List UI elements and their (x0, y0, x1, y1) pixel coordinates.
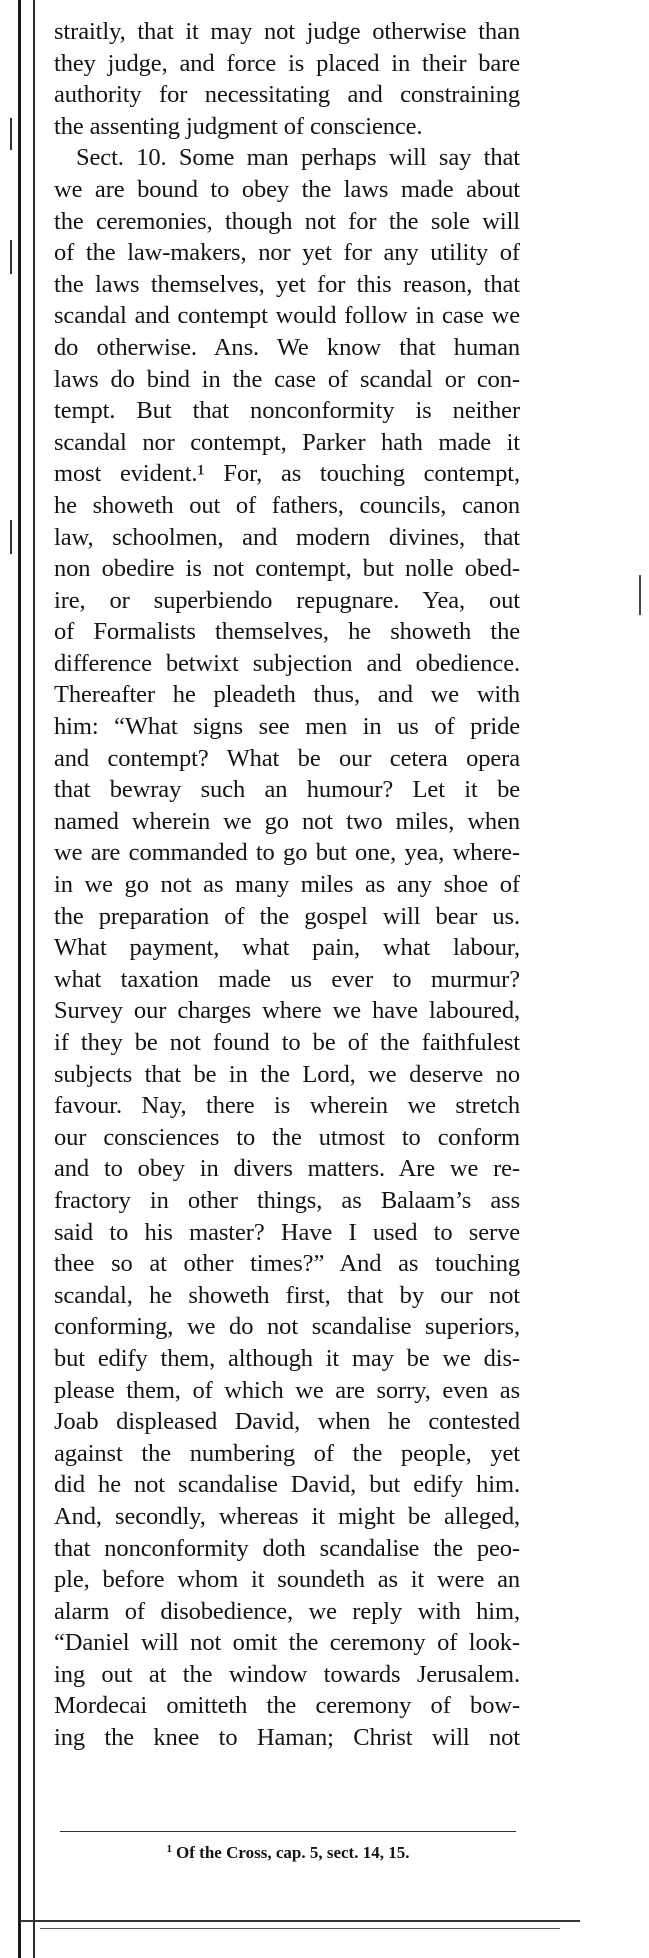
text-line: of Formalists themselves, he showeth the (54, 618, 520, 646)
text-line: difference betwixt subjection and obedience. (54, 649, 520, 677)
footnote-text: Of the Cross, cap. 5, sect. 14, 15. (176, 1843, 410, 1862)
text-line: our consciences to the utmost to conform (54, 1123, 520, 1151)
text-line: the ceremonies, though not for the sole will (54, 207, 520, 235)
page-body (54, 16, 520, 1754)
footnote-marker: 1 (166, 1843, 173, 1855)
text-line: subjects that be in the Lord, we deserve no (54, 1060, 520, 1088)
margin-mark (10, 240, 12, 274)
text-line: ing the knee to Haman; Christ will not (54, 1724, 520, 1752)
text-line: please them, of which we are sorry, even as (54, 1376, 520, 1404)
text-line: and to obey in divers matters. Are we re- (54, 1155, 520, 1183)
text-line: we are bound to obey the laws made about (54, 175, 520, 203)
margin-mark (10, 118, 12, 150)
text-line: “Daniel will not omit the ceremony of look- (54, 1629, 520, 1657)
text-line: scandal and contempt would follow in case we (54, 302, 520, 330)
bottom-rule (40, 1928, 560, 1929)
text-line: Thereafter he pleadeth thus, and we with (54, 681, 520, 709)
text-line: the laws themselves, yet for this reason, that (54, 270, 520, 298)
text-line: ing out at the window towards Jerusalem. (54, 1660, 520, 1688)
text-line: named wherein we go not two miles, when (54, 807, 520, 835)
text-line: laws do bind in the case of scandal or con- (54, 365, 520, 393)
text-line: authority for necessitating and constraining (54, 81, 520, 109)
text-line: said to his master? Have I used to serve (54, 1218, 520, 1246)
text-line: most evident.¹ For, as touching contempt, (54, 460, 520, 488)
text-line: that nonconformity doth scandalise the peo- (54, 1534, 520, 1562)
text-line: he showeth out of fathers, councils, canon (54, 491, 520, 519)
text-line: do otherwise. Ans. We know that human (54, 333, 520, 361)
left-column-rule (33, 0, 35, 1958)
text-line: tempt. But that nonconformity is neither (54, 397, 520, 425)
text-line: non obedire is not contempt, but nolle obed- (54, 555, 520, 583)
text-line: law, schoolmen, and modern divines, that (54, 523, 520, 551)
text-line: fractory in other things, as Balaam’s ass (54, 1186, 520, 1214)
text-line: Survey our charges where we have laboured, (54, 997, 520, 1025)
margin-mark (639, 575, 641, 615)
text-line: against the numbering of the people, yet (54, 1439, 520, 1467)
text-line: in we go not as many miles as any shoe of (54, 871, 520, 899)
text-line: conforming, we do not scandalise superiors, (54, 1313, 520, 1341)
text-line: ple, before whom it soundeth as it were an (54, 1566, 520, 1594)
footnote-divider (60, 1831, 516, 1832)
text-line: him: “What signs see men in us of pride (54, 713, 520, 741)
text-line: the preparation of the gospel will bear us. (54, 902, 520, 930)
margin-mark (10, 520, 12, 554)
text-line: What payment, what pain, what labour, (54, 934, 520, 962)
text-line: thee so at other times?” And as touching (54, 1250, 520, 1278)
text-line: alarm of disobedience, we reply with him, (54, 1597, 520, 1625)
text-line: that bewray such an humour? Let it be (54, 776, 520, 804)
text-line: we are commanded to go but one, yea, where- (54, 839, 520, 867)
text-line: favour. Nay, there is wherein we stretch (54, 1092, 520, 1120)
text-line: but edify them, although it may be we dis- (54, 1344, 520, 1372)
bottom-rule (20, 1920, 580, 1922)
footnote (60, 1843, 516, 1863)
text-line: did he not scandalise David, but edify him. (54, 1471, 520, 1499)
text-line: Mordecai omitteth the ceremony of bow- (54, 1692, 520, 1720)
text-line: if they be not found to be of the faithfulest (54, 1029, 520, 1056)
text-line: the assenting judgment of conscience. (54, 112, 423, 140)
text-line: And, secondly, whereas it might be alleged, (54, 1502, 520, 1530)
text-line: and contempt? What be our cetera opera (54, 744, 520, 772)
text-line: what taxation made us ever to murmur? (54, 965, 520, 993)
section-heading-line: Sect. 10. Some man perhaps will say that (76, 144, 520, 172)
text-line: scandal, he showeth first, that by our not (54, 1281, 520, 1309)
left-border-rule (18, 0, 21, 1958)
text-line: of the law-makers, nor yet for any utility of (54, 239, 520, 267)
text-line: Joab displeased David, when he contested (54, 1408, 520, 1436)
text-line: they judge, and force is placed in their bare (54, 49, 520, 77)
text-line: ire, or superbiendo repugnare. Yea, out (54, 586, 520, 614)
text-line: scandal nor contempt, Parker hath made it (54, 428, 520, 456)
text-line: straitly, that it may not judge otherwise than (54, 18, 520, 45)
